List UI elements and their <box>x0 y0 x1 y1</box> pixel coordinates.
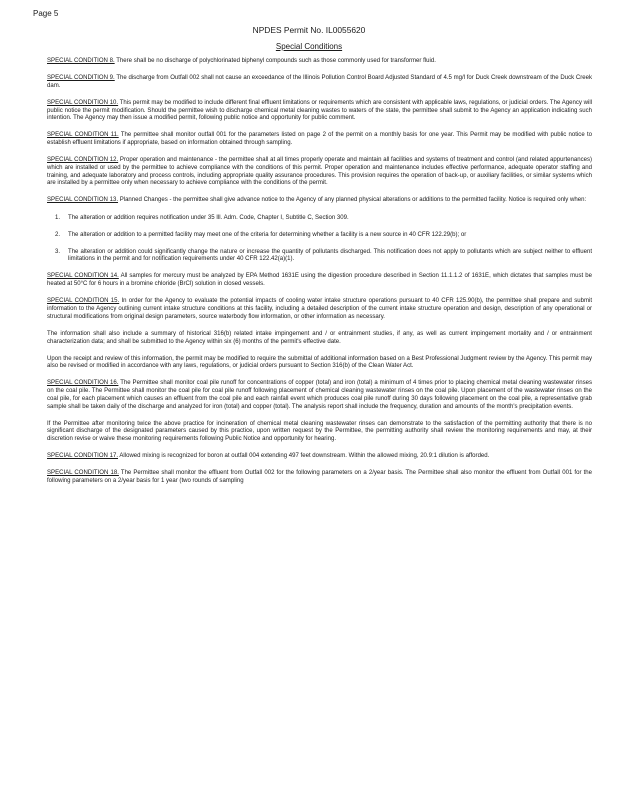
list-item-number: 2. <box>55 231 61 238</box>
condition-text: The permittee shall monitor outfall 001 for the parameters listed on page 2 of the permit on a monthly basis for one year. This Permit may be modified with public notice to establish effluent limitations if appropriate, based on information obtained through sampling. <box>47 132 592 147</box>
condition-text: The Permittee shall monitor coal pile runoff for concentrations of copper (total) and iron (total) a minimum of 4 times prior to placing chemical metal cleaning wastewater rinses on the coal pile. The Permittee shall monitor the coal pile for coal pile runoff following placement of chemical cleaning wastewater rinses on the coal pile. Upon placement of the wastewater rinses on the coal pile, for each placement which causes an effluent from the coal pile and each rainfall event which produces coal pile runoff during 30 days following placement on the coal pile, a representative grab sample shall be taken daily of the discharge and analyzed for iron (total) and copper (total). The analysis report shall include the frequency, duration and amounts of the month's precipitation events. <box>47 380 592 410</box>
paragraph: If the Permittee after monitoring twice the above practice for incineration of chemical metal cleaning wastewater rinses can demonstrate to the satisfaction of the permitting authority that there is no significant discharge of the designated parameters caused by this practice, upon written request by the Permittee, the permitting authority shall review the monitoring requirements and may, at their discretion revise or waive these monitoring requirements following Public Notice and opportunity for hearing. <box>47 420 592 443</box>
list-item <box>47 232 592 240</box>
list-item <box>47 215 592 223</box>
condition-label: SPECIAL CONDITION 8. <box>47 58 115 64</box>
condition-text: Planned Changes - the permittee shall give advance notice to the Agency of any planned physical alterations or additions to the permitted facility. Notice is required only when: <box>118 197 587 204</box>
special-condition-10 <box>47 100 592 123</box>
special-condition-17 <box>47 453 592 461</box>
condition-text: Allowed mixing is recognized for boron at outfall 004 extending 497 feet downstream. Within the allowed mixing, 20.9:1 dilution is afforded. <box>118 453 490 460</box>
special-condition-11 <box>47 132 592 148</box>
list-item-text: The alteration or addition could significantly change the nature or increase the quantity of pollutants discharged. This notification does not apply to pollutants which are subject neither to effluent limitations in the permit and for notification requirements under 40 CFR 122.42(a)(1). <box>68 248 592 263</box>
condition-label: SPECIAL CONDITION 18. <box>47 470 119 477</box>
special-condition-13 <box>47 197 592 205</box>
list-item-number: 3. <box>55 248 61 255</box>
page-title: Special Conditions <box>275 42 343 51</box>
condition-label: SPECIAL CONDITION 16. <box>47 380 119 387</box>
condition-label: SPECIAL CONDITION 12. <box>47 157 119 164</box>
condition-label: SPECIAL CONDITION 17. <box>47 453 119 460</box>
special-condition-18 <box>47 470 592 486</box>
permit-number: NPDES Permit No. IL0055620 <box>252 25 366 35</box>
special-condition-12 <box>47 157 592 188</box>
list-item-text: The alteration or addition to a permitted facility may meet one of the criteria for determining whether a facility is a new source in 40 CFR 122.29(b); or <box>68 231 467 238</box>
condition-label: SPECIAL CONDITION 15. <box>47 298 120 305</box>
condition-text: Proper operation and maintenance - the permittee shall at all times properly operate and maintain all facilities and systems of treatment and control (and related appurtenances) which are installed or used by the permittee to achieve compliance with the conditions of this permit. Proper operation and maintenance includes effective performance, adequate operator staffing and training, and adequate laboratory and process controls, including appropriate quality assurance procedures. This provision requires the operation of back-up, or auxiliary facilities, or similar systems which are installed by a permittee only when necessary to achieve compliance with the conditions of the permit. <box>47 157 593 187</box>
special-condition-9 <box>47 75 592 91</box>
special-condition-8 <box>47 58 592 66</box>
special-condition-16 <box>47 380 592 411</box>
condition-text: The Permittee shall monitor the effluent from Outfall 002 for the following parameters on a 2/year basis. The Permittee shall also monitor the effluent from Outfall 001 for the following parameters on a 2/year basis for 1 year (two rounds of sampling <box>47 470 592 484</box>
paragraph: The information shall also include a summary of historical 316(b) related intake impingement and / or entrainment studies, if any, as well as current impingement mortality and / or entrainment characterization data; and shall be submitted to the Agency within six (6) months of the permit's effective date. <box>47 330 592 345</box>
document-body <box>47 58 592 495</box>
condition-label: SPECIAL CONDITION 11. <box>47 132 119 139</box>
list-item-text: The alteration or addition requires notification under 35 Ill. Adm. Code, Chapter I, Subtitle C, Section 309. <box>68 214 349 221</box>
condition-text: All samples for mercury must be analyzed by EPA Method 1631E using the digestion procedure described in Section 11.1.1.2 of 1631E, which dictates that samples must be heated at 50°C for 6 hours in a bromine chloride (BrCl) solution in closed vessels. <box>47 273 592 288</box>
condition-label: SPECIAL CONDITION 14. <box>47 273 119 280</box>
condition-text: There shall be no discharge of polychlorinated biphenyl compounds such as those commonly used for transformer fluid. <box>114 58 436 64</box>
condition-label: SPECIAL CONDITION 9. <box>47 75 115 82</box>
condition-text: In order for the Agency to evaluate the potential impacts of cooling water intake structure operations pursuant to 40 CFR 125.90(b), the permittee shall prepare and submit information to the Agency outlining current intake structure conditions at this facility, including a detailed description of the current intake structure operation and design, description of any operational or structural modifications from original design parameters, source waterbody flow information, or other information as necessary. <box>47 298 593 320</box>
condition-label: SPECIAL CONDITION 10. <box>47 99 119 106</box>
special-condition-15 <box>47 298 592 321</box>
condition-label: SPECIAL CONDITION 13. <box>47 197 119 204</box>
list-item <box>47 249 592 265</box>
condition-text: The discharge from Outfall 002 shall not cause an exceedance of the Illinois Pollution Control Board Adjusted Standard of 4.5 mg/l for Duck Creek downstream of the Duck Creek dam. <box>47 75 592 89</box>
list-item-number: 1. <box>55 214 61 221</box>
page-number: Page 5 <box>33 9 59 18</box>
special-condition-14 <box>47 273 592 289</box>
condition-text: This permit may be modified to include different final effluent limitations or requirements which are consistent with applicable laws, regulations, or judicial orders. The Agency will public notice the permit modification. Should the permittee wish to discharge chemical metal cleaning wastes to waters of the state, the permittee shall submit to the Agency an application indicating such intention. The Agency may then issue a modified permit, following public notice and opportunity for public comment. <box>47 99 592 122</box>
paragraph: Upon the receipt and review of this information, the permit may be modified to require the submittal of additional information based on a Best Professional Judgment review by the Agency. This permit may also be revised or modified in accordance with any laws, regulations, or judicial orders pursuant to Section 316(b) of the Clean Water Act. <box>47 355 592 370</box>
